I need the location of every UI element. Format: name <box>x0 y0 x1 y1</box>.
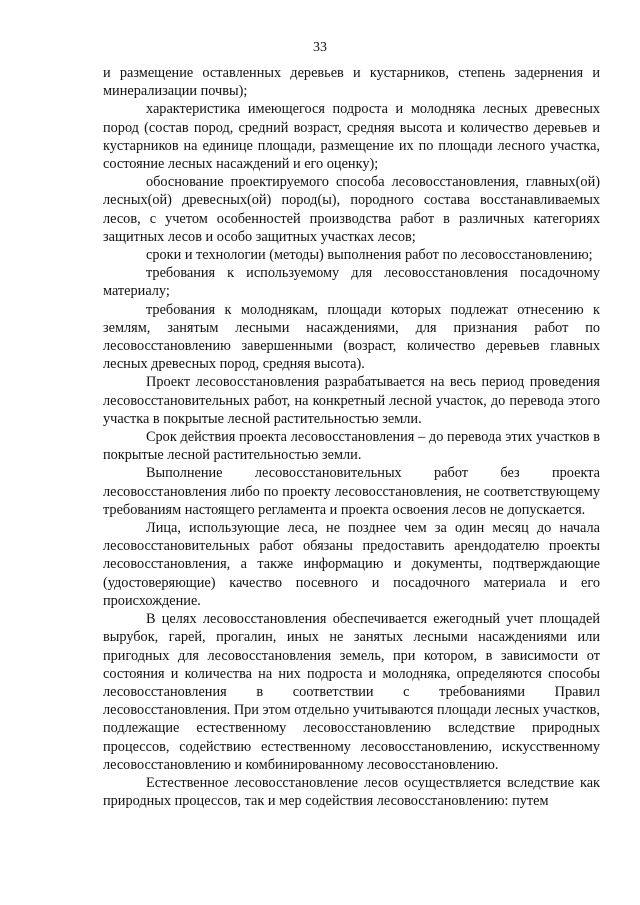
paragraph-young-stand-requirements: требования к молоднякам, площади которых подлежат отнесению к землям, занятым лесными насаждениями, для признания работ по лесовосстановлению завершенными (возраст, количество деревьев главных лесных древесных пород, средняя высота). <box>103 301 600 373</box>
paragraph-project-development: Проект лесовосстановления разрабатывается на весь период проведения лесовосстановительных работ, на конкретный лесной участок, до перевода этого участка в покрытые лесной растительностью земли. <box>103 374 600 427</box>
paragraph-forest-users-obligations: Лица, использующие леса, не позднее чем за один месяц до начала лесовосстановительных работ обязаны предоставить арендодателю проекты лесовосстановления, а также информацию и документы, подтверждающие (удостоверяющие) качество посевного и посадочного материала и его происхождение. <box>103 520 600 609</box>
paragraph-project-validity: Срок действия проекта лесовосстановления – до перевода этих участков в покрытые лесной растительностью земли. <box>103 429 600 464</box>
paragraph-continuation: и размещение оставленных деревьев и кустарников, степень задернения и минерализации почвы); <box>103 65 600 100</box>
paragraph-natural-reforestation: Естественное лесовосстановление лесов осуществляется вследствие как природных процессов, так и мер содействия лесовосстановлению: путем <box>103 774 600 810</box>
paragraph-annual-accounting: В целях лесовосстановления обеспечивается ежегодный учет площадей вырубок, гарей, прогалин, иных не занятых лесными насаждениями или пригодных для лесовосстановления земель, при котором, в зависимости от состояния и количества на них подроста и молодняка, определяются способы лесовосстановления в соответствии с требованиями Правил лесовосстановления. При этом отдельно учитываются площади лесных участков, подлежащие естественному лесовосстановлению вследствие природных процессов, содействию естественному лесовосстановлению, искусственному лесовосстановлению и комбинированному лесовосстановлению. <box>103 611 600 773</box>
paragraph-works-without-project: Выполнение лесовосстановительных работ без проекта лесовосстановления либо по проекту лесовосстановления, не соответствующему требованиям настоящего регламента и проекта освоения лесов не допускается. <box>103 465 600 518</box>
paragraph-undergrowth-characteristics: характеристика имеющегося подроста и молодняка лесных древесных пород (состав пород, средний возраст, средняя высота и количество деревьев и кустарников на единице площади, размещение их по площади лесного участка, состояние лесных насаждений и его оценку); <box>103 101 600 173</box>
paragraph-method-justification: обоснование проектируемого способа лесовосстановления, главных(ой) лесных(ой) древесных(ой) пород(ы), породного состава восстанавливаемых лесов, с учетом особенностей производства работ в различных категориях защитных лесов и особо защитных участках лесов; <box>103 174 600 245</box>
page-number: 33 <box>313 40 327 55</box>
paragraph-planting-material-requirements: требования к используемому для лесовосстановления посадочному материалу; <box>103 265 600 300</box>
body-text <box>103 64 600 810</box>
paragraph-timing-and-technology: сроки и технологии (методы) выполнения работ по лесовосстановлению; <box>146 247 593 264</box>
